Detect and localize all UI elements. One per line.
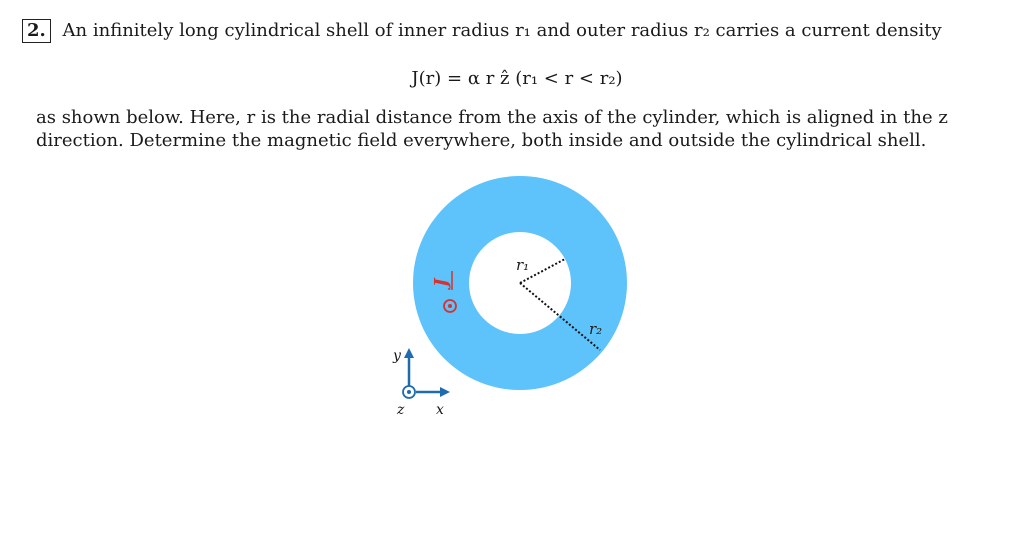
problem-number: 2. (22, 19, 51, 43)
z-dot-icon (407, 390, 411, 394)
z-axis-label: z (397, 402, 405, 418)
y-axis-label: y (393, 348, 401, 364)
r1-label: r₁ (516, 256, 530, 274)
current-dot-icon (448, 304, 452, 308)
current-density-equation: J(r) = α r ẑ (r₁ < r < r₂) (411, 68, 623, 89)
r2-label: r₂ (589, 320, 603, 338)
y-arrowhead-icon (404, 348, 414, 358)
problem-intro-line (22, 18, 942, 44)
x-arrowhead-icon (440, 387, 450, 397)
x-axis-label: x (436, 402, 444, 418)
problem-description: as shown below. Here, r is the radial distance from the axis of the cylinder, which is aligned in the z direction. Determine the magnetic field everywhere, both inside and outside the cylindrical shell. (36, 107, 948, 151)
coordinate-axes (392, 348, 450, 418)
cylinder-figure (380, 168, 640, 428)
problem-intro: An infinitely long cylindrical shell of inner radius r₁ and outer radius r₂ carries a current density (62, 20, 942, 41)
current-label: J (431, 278, 452, 287)
